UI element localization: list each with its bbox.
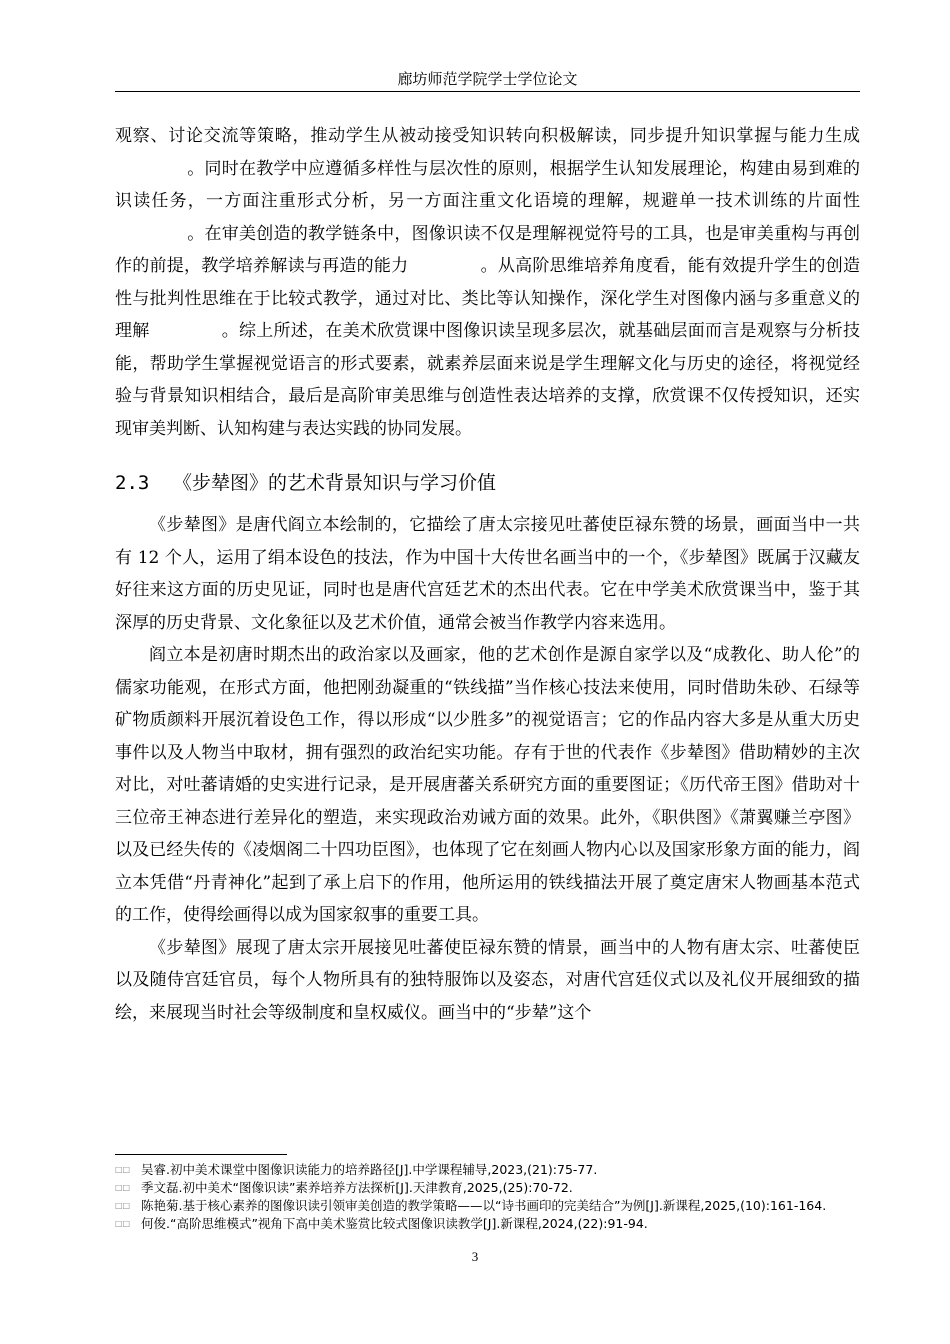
page-number: 3 [471, 1249, 479, 1264]
paragraph-segment: 。在审美创造的教学链条中，图像识读不仅是理解视觉符号的工具，也是审美重构与再创作的前提，教学培养解读与再造的能力 [115, 223, 860, 276]
section-title: 《步辇图》的艺术背景知识与学习价值 [173, 472, 497, 494]
running-header: 廊坊师范学院学士学位论文 [397, 70, 578, 88]
footnote-text: 季文磊.初中美术“图像识读”素养培养方法探析[J].天津教育,2025,(25):70-72. [141, 1180, 573, 1195]
paragraph: 《步辇图》是唐代阎立本绘制的，它描绘了唐太宗接见吐蕃使臣禄东赞的场景，画面当中一共有 12 个人，运用了绢本设色的技法，作为中国十大传世名画当中的一个，《步辇图》既属于汉藏友好往来这方面的历史见证，同时也是唐代宫廷艺术的杰出代表。它在中学美术欣赏课当中，鉴于其深厚的历史背景、文化象征以及艺术价值，通常会被当作教学内容来选用。 [115, 515, 860, 633]
section-number: 2.3 [115, 472, 150, 494]
footnote [115, 1162, 860, 1178]
paragraph: 《步辇图》展现了唐太宗开展接见吐蕃使臣禄东赞的情景，画当中的人物有唐太宗、吐蕃使臣以及随侍宫廷官员，每个人物所具有的独特服饰以及姿态，对唐代宫廷仪式以及礼仪开展细致的描绘，来展现当时社会等级制度和皇权威仪。画当中的“步辇”这个 [115, 937, 860, 1023]
footnote [115, 1198, 860, 1214]
footnote-text: 陈艳菊.基于核心素养的图像识读引领审美创造的教学策略——以“诗书画印的完美结合”为例[J].新课程,2025,(10):161-164. [141, 1198, 827, 1213]
footnote-mark: □□ [115, 1219, 131, 1228]
footnote [115, 1216, 860, 1232]
body-text [115, 120, 860, 1029]
footnotes [115, 1162, 860, 1234]
header-rule [115, 91, 860, 92]
footnote-mark: □□ [115, 1201, 131, 1210]
paragraph: 阎立本是初唐时期杰出的政治家以及画家，他的艺术创作是源自家学以及“成教化、助人伦”的儒家功能观，在形式方面，他把刚劲凝重的“铁线描”当作核心技法来使用，同时借助朱砂、石绿等矿物质颜料开展沉着设色工作，得以形成“以少胜多”的视觉语言；它的作品内容大多是从重大历史事件以及人物当中取材，拥有强烈的政治纪实功能。存有于世的代表作《步辇图》借助精妙的主次对比，对吐蕃请婚的史实进行记录，是开展唐蕃关系研究方面的重要图证；《历代帝王图》借助对十三位帝王神态进行差异化的塑造，来实现政治劝诫方面的效果。此外，《职供图》《萧翼赚兰亭图》以及已经失传的《凌烟阁二十四功臣图》，也体现了它在刻画人物内心以及国家形象方面的能力，阎立本凭借“丹青神化”起到了承上启下的作用，他所运用的铁线描法开展了奠定唐宋人物画基本范式的工作，使得绘画得以成为国家叙事的重要工具。 [115, 645, 860, 925]
footnote-text: 吴睿.初中美术课堂中图像识读能力的培养路径[J].中学课程辅导,2023,(21):75-77. [141, 1162, 598, 1177]
paragraph-segment: 。从高阶思维培养角度看，能有效提升学生的创造性与批判性思维在于比较式教学，通过对比、类比等认知操作，深化学生对图像内涵与多重意义的理解 [115, 256, 860, 341]
paragraph-segment: 。综上所述，在美术欣赏课中图像识读呈现多层次，就基础层面而言是观察与分析技能，帮助学生掌握视觉语言的形式要素，就素养层面来说是学生理解文化与历史的途径，将视觉经验与背景知识相结合，最后是高阶审美思维与创造性表达培养的支撑，欣赏课不仅传授知识，还实现审美判断、认知构建与表达实践的协同发展。 [115, 321, 861, 439]
paragraph-segment: 观察、讨论交流等策略，推动学生从被动接受知识转向积极解读，同步提升知识掌握与能力生成 [115, 126, 860, 146]
footnote-mark: □□ [115, 1165, 131, 1174]
paragraph-continued [115, 120, 860, 445]
section-heading [115, 465, 860, 501]
footnote [115, 1180, 860, 1196]
footnote-rule [115, 1154, 287, 1155]
paragraph-segment: 。同时在教学中应遵循多样性与层次性的原则，根据学生认知发展理论，构建由易到难的识读任务，一方面注重形式分析，另一方面注重文化语境的理解，规避单一技术训练的片面性 [115, 158, 860, 211]
footnote-mark: □□ [115, 1183, 131, 1192]
footnote-text: 何俊.“高阶思维模式”视角下高中美术鉴赏比较式图像识读教学[J].新课程,2024,(22):91-94. [141, 1216, 648, 1231]
